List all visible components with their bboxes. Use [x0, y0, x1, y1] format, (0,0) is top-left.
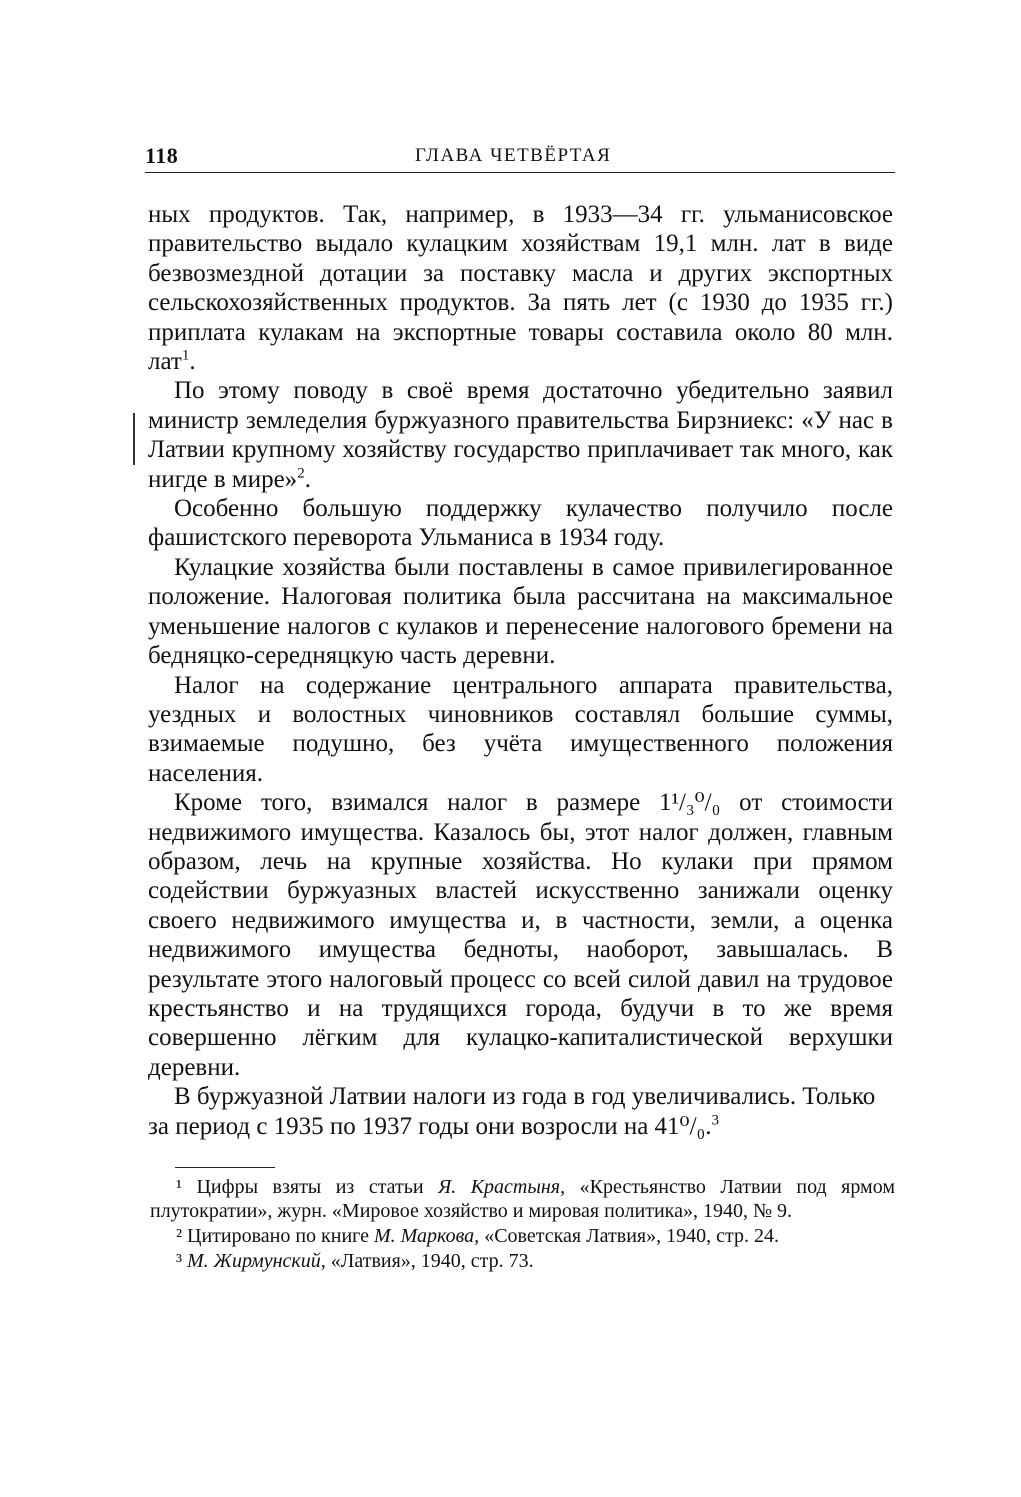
footnote-rule — [175, 1167, 275, 1168]
footnote-ref-1: 1 — [181, 347, 190, 364]
paragraph-1-text: ных продуктов. Так, например, в 1933—34 гг. ульманисовское правительство выдало кулацким хозяйствам 19,1 млн. лат в виде безвозмездной дотации за поставку масла и других экспортных сельскохозяйственных продуктов. За пять лет (с 1930 до 1935 гг.) приплата кулакам на экспортные товары составила около 80 млн. лат — [148, 201, 893, 376]
footnote-3-post: «Латвия», 1940, стр. 73. — [325, 1250, 534, 1272]
paragraph-7 — [148, 1082, 893, 1141]
paragraph-4: Кулацкие хозяйства были поставлены в самое привилегированное положение. Налоговая политика была рассчитана на максимальное уменьшение налогов с кулаков и перенесение налогового бремени на бедняцко-середняцкую часть деревни. — [148, 553, 893, 670]
footnote-ref-3: 3 — [711, 1112, 719, 1129]
footnote-2 — [150, 1224, 895, 1248]
paragraph-2-end: . — [304, 465, 311, 493]
page-header — [145, 139, 895, 173]
footnote-2-mark: ² — [176, 1225, 182, 1247]
header-rule — [145, 172, 895, 173]
paragraph-2 — [148, 376, 893, 494]
footnote-2-pre: Цитировано по книге — [182, 1225, 374, 1247]
paragraph-6: Кроме того, взимался налог в размере 1¹/₃⁰/₀ от стоимости недвижимого имущества. Казалось бы, этот налог должен, главным образом, лечь на крупные хозяйства. Но кулаки при прямом содействии буржуазных властей искусственно занижали оценку своего недвижимого имущества и, в частности, земли, а оценка недвижимого имущества бедноты, наоборот, завышалась. В результате этого налоговый процесс со всей силой давил на трудовое крестьянство и на трудящихся города, будучи в то же время совершенно лёгким для кулацко-капиталистической верхушки деревни. — [148, 789, 893, 1081]
paragraph-7-text: В буржуазной Латвии налоги из года в год увеличивались. Только за период с 1935 по 1937 годы они возросли на 41⁰/₀. — [148, 1083, 876, 1140]
page-number: 118 — [145, 143, 179, 168]
footnote-3-author: М. Жирмунский, — [187, 1250, 326, 1272]
paragraph-1-end: . — [189, 348, 196, 376]
footnote-3 — [150, 1249, 895, 1273]
footnote-2-author: М. Маркова, — [374, 1225, 480, 1247]
body-text — [148, 200, 893, 1141]
footnote-1-pre: Цифры взяты из статьи — [182, 1176, 439, 1198]
footnote-1 — [150, 1175, 895, 1223]
footnote-ref-2: 2 — [297, 465, 305, 482]
footnotes — [150, 1175, 895, 1274]
paragraph-2-text: По этому поводу в своё время достаточно убедительно заявил министр земледелия буржуазного правительства Бирзниекс: «У нас в Латвии крупному хозяйству государство приплачивает так много, как нигде в мире» — [148, 377, 893, 493]
margin-mark — [133, 413, 135, 465]
paragraph-3: Особенно большую поддержку кулачество получило после фашистского переворота Ульманиса в 1934 году. — [148, 495, 893, 552]
footnote-1-mark: ¹ — [176, 1176, 182, 1198]
paragraph-1 — [148, 200, 893, 376]
footnote-1-author: Я. Крастыня, — [438, 1176, 566, 1198]
footnote-2-post: «Советская Латвия», 1940, стр. 24. — [479, 1225, 779, 1247]
footnote-3-mark: ³ — [176, 1250, 182, 1272]
paragraph-5: Налог на содержание центрального аппарата правительства, уездных и волостных чиновников составлял большие суммы, взимаемые подушно, без учёта имущественного положения населения. — [148, 671, 893, 787]
footnote-1-post: «Крестьянство Латвии под ярмом плутократии», журн. «Мировое хозяйство и мировая политика», 1940, № 9. — [150, 1176, 895, 1222]
running-head: ГЛАВА ЧЕТВЁРТАЯ — [415, 145, 612, 166]
